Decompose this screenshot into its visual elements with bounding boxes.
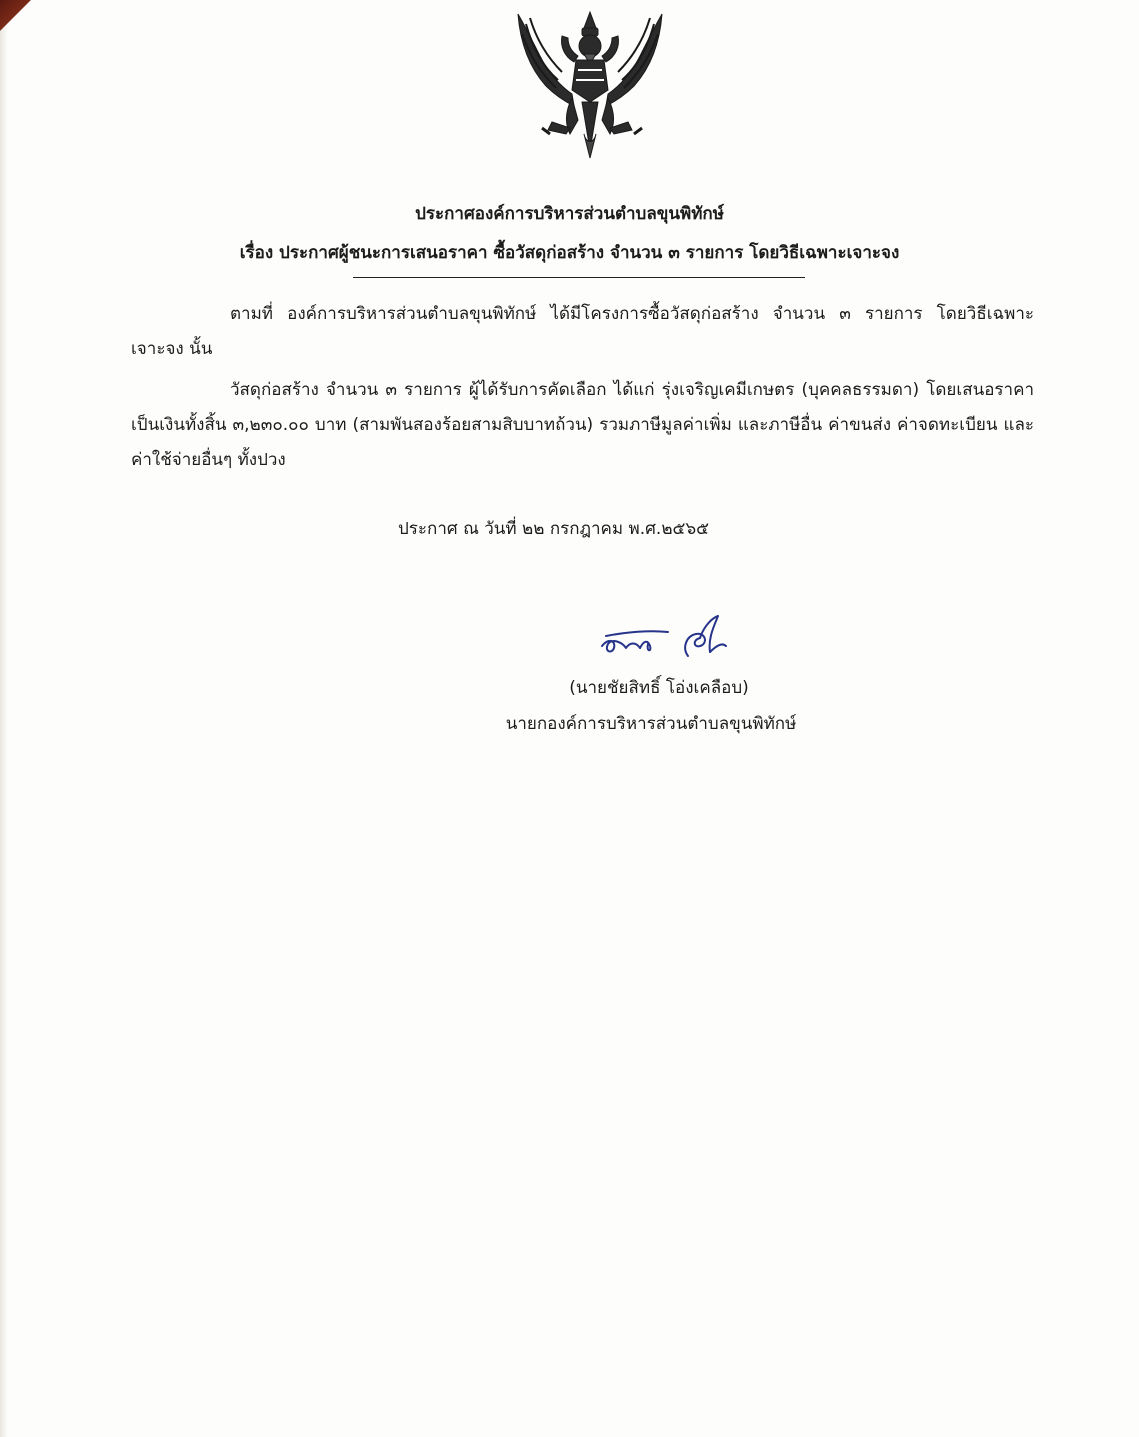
notice-title: ประกาศองค์การบริหารส่วนตำบลขุนพิทักษ์ xyxy=(415,204,724,224)
title-divider xyxy=(353,277,805,278)
signer-position: นายกองค์การบริหารส่วนตำบลขุนพิทักษ์ xyxy=(505,714,797,734)
scan-corner xyxy=(0,0,34,34)
body-paragraph-2: วัสดุก่อสร้าง จำนวน ๓ รายการ ผู้ได้รับการคัดเลือก ได้แก่ รุ่งเจริญเคมีเกษตร (บุคคลธรรมดา) โดยเสนอราคา เป็นเงินทั้งสิ้น ๓,๒๓๐.๐๐ บาท (สามพันสองร้อยสามสิบบาทถ้วน) รวมภาษีมูลค่าเพิ่ม และภาษีอื่น ค่าขนส่ง ค่าจดทะเบียน และค่าใช้จ่ายอื่นๆ ทั้งปวง xyxy=(131,380,1034,470)
garuda-emblem-icon xyxy=(512,10,668,162)
notice-subject: เรื่อง ประกาศผู้ชนะการเสนอราคา ซื้อวัสดุก่อสร้าง จำนวน ๓ รายการ โดยวิธีเฉพาะเจาะจง xyxy=(239,243,900,263)
announcement-date: ประกาศ ณ วันที่ ๒๒ กรกฎาคม พ.ศ.๒๕๖๕ xyxy=(398,519,710,539)
body-paragraph-1: ตามที่ องค์การบริหารส่วนตำบลขุนพิทักษ์ ได้มีโครงการซื้อวัสดุก่อสร้าง จำนวน ๓ รายการ โดยวิธีเฉพาะเจาะจง นั้น xyxy=(131,304,1034,359)
handwritten-signature xyxy=(596,612,732,664)
signer-name: (นายชัยสิทธิ์ โอ่งเคลือบ) xyxy=(569,678,749,698)
